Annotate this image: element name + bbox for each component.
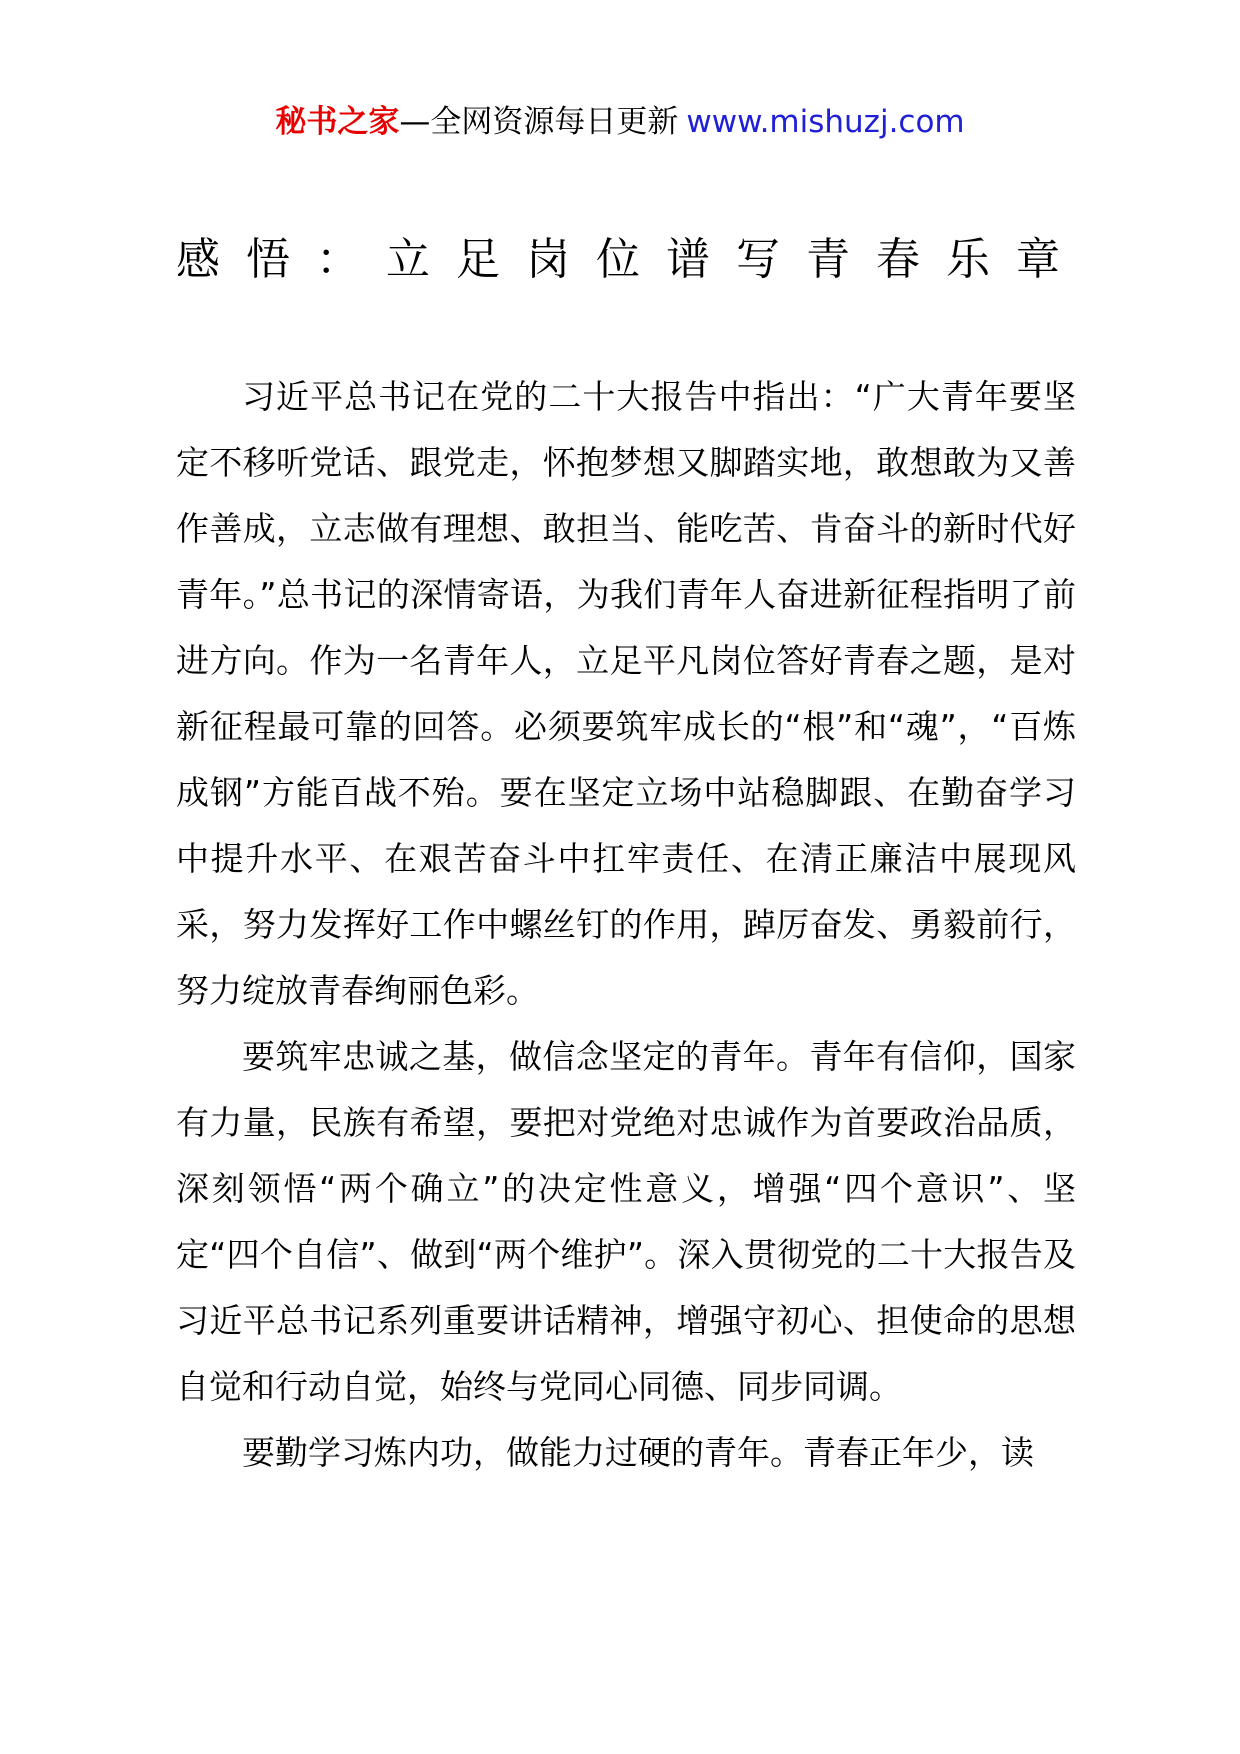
document-body bbox=[176, 364, 1076, 1486]
site-brand: 秘书之家 bbox=[275, 104, 400, 140]
site-tagline: —全网资源每日更新 bbox=[399, 104, 679, 140]
body-paragraph: 习近平总书记在党的二十大报告中指出：“广大青年要坚定不移听党话、跟党走，怀抱梦想又脚踏实地，敢想敢为又善作善成，立志做有理想、敢担当、能吃苦、肯奋斗的新时代好青年。”总书记的深情寄语，为我们青年人奋进新征程指明了前进方向。作为一名青年人，立足平凡岗位答好青春之题，是对新征程最可靠的回答。必须要筑牢成长的“根”和“魂”，“百炼成钢”方能百战不殆。要在坚定立场中站稳脚跟、在勤奋学习中提升水平、在艰苦奋斗中扛牢责任、在清正廉洁中展现风采，努力发挥好工作中螺丝钉的作用，踔厉奋发、勇毅前行，努力绽放青春绚丽色彩。 bbox=[176, 377, 1076, 1010]
site-url-link[interactable]: www.mishuzj.com bbox=[686, 104, 965, 140]
body-paragraph: 要勤学习炼内功，做能力过硬的青年。青春正年少，读 bbox=[242, 1433, 1034, 1472]
document-title: 感悟：立足岗位谱写青春乐章 bbox=[176, 234, 1086, 285]
site-header bbox=[0, 102, 1240, 142]
body-paragraph: 要筑牢忠诚之基，做信念坚定的青年。青年有信仰，国家有力量，民族有希望，要把对党绝对忠诚作为首要政治品质，深刻领悟“两个确立”的决定性意义，增强“四个意识”、坚定“四个自信”、做到“两个维护”。深入贯彻党的二十大报告及习近平总书记系列重要讲话精神，增强守初心、担使命的思想自觉和行动自觉，始终与党同心同德、同步同调。 bbox=[176, 1037, 1076, 1406]
